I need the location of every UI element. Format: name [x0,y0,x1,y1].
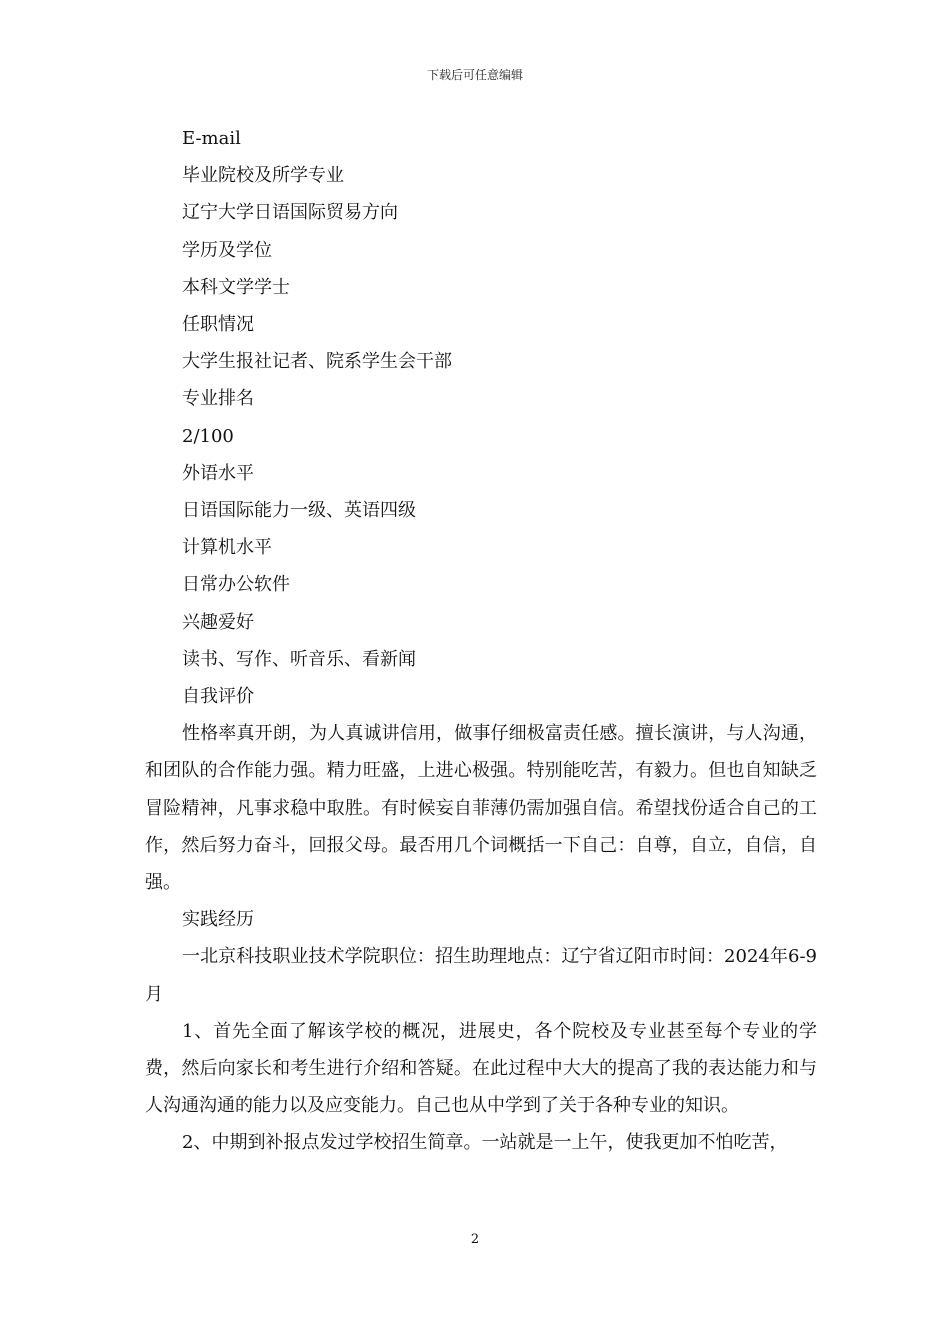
field-value-ranking: 2/100 [182,425,234,447]
field-label-positions: 任职情况 [182,314,254,336]
page-number: 2 [470,1232,480,1247]
field-value-hobbies: 读书、写作、听音乐、看新闻 [182,648,416,670]
field-label-email: E-mail [182,128,241,149]
field-label-degree: 学历及学位 [182,239,272,261]
field-label-language: 外语水平 [182,462,254,484]
field-value-positions: 大学生报社记者、院系学生会干部 [182,351,452,373]
field-label-ranking: 专业排名 [182,388,254,410]
field-value-degree: 本科文学学士 [182,276,290,298]
document-body [145,120,817,1162]
field-value-language: 日语国际能力一级、英语四级 [182,500,416,522]
field-label-computer: 计算机水平 [182,537,272,559]
field-label-self-evaluation: 自我评价 [182,686,254,708]
field-label-school-major: 毕业院校及所学专业 [182,165,344,187]
practice-heading: 实践经历 [182,909,254,931]
practice-item-1-paragraph: 1、首先全面了解该学校的概况，进展史，各个院校及专业甚至每个专业的学费，然后向家长和考生进行介绍和答疑。在此过程中大大的提高了我的表达能力和与人沟通沟通的能力以及应变能力。自己也从中学到了关于各种专业的知识。 [145,1020,817,1117]
practice-entry-paragraph: 一北京科技职业技术学院职位：招生助理地点：辽宁省辽阳市时间：2024年6-9月 [145,946,817,1005]
practice-item-2-paragraph: 2、中期到补报点发过学校招生简章。一站就是一上午，使我更加不怕吃苦， [182,1132,788,1154]
field-label-hobbies: 兴趣爱好 [182,611,254,633]
page-header: 下载后可任意编辑 [426,68,523,82]
field-value-computer: 日常办公软件 [182,574,290,596]
field-value-school-major: 辽宁大学日语国际贸易方向 [182,202,398,224]
self-evaluation-paragraph: 性格率真开朗，为人真诚讲信用，做事仔细极富责任感。擅长演讲，与人沟通，和团队的合作能力强。精力旺盛，上进心极强。特别能吃苦，有毅力。但也自知缺乏冒险精神，凡事求稳中取胜。有时候妄自菲薄仍需加强自信。希望找份适合自己的工作，然后努力奋斗，回报父母。最否用几个词概括一下自己：自尊，自立，自信，自强。 [145,723,817,894]
